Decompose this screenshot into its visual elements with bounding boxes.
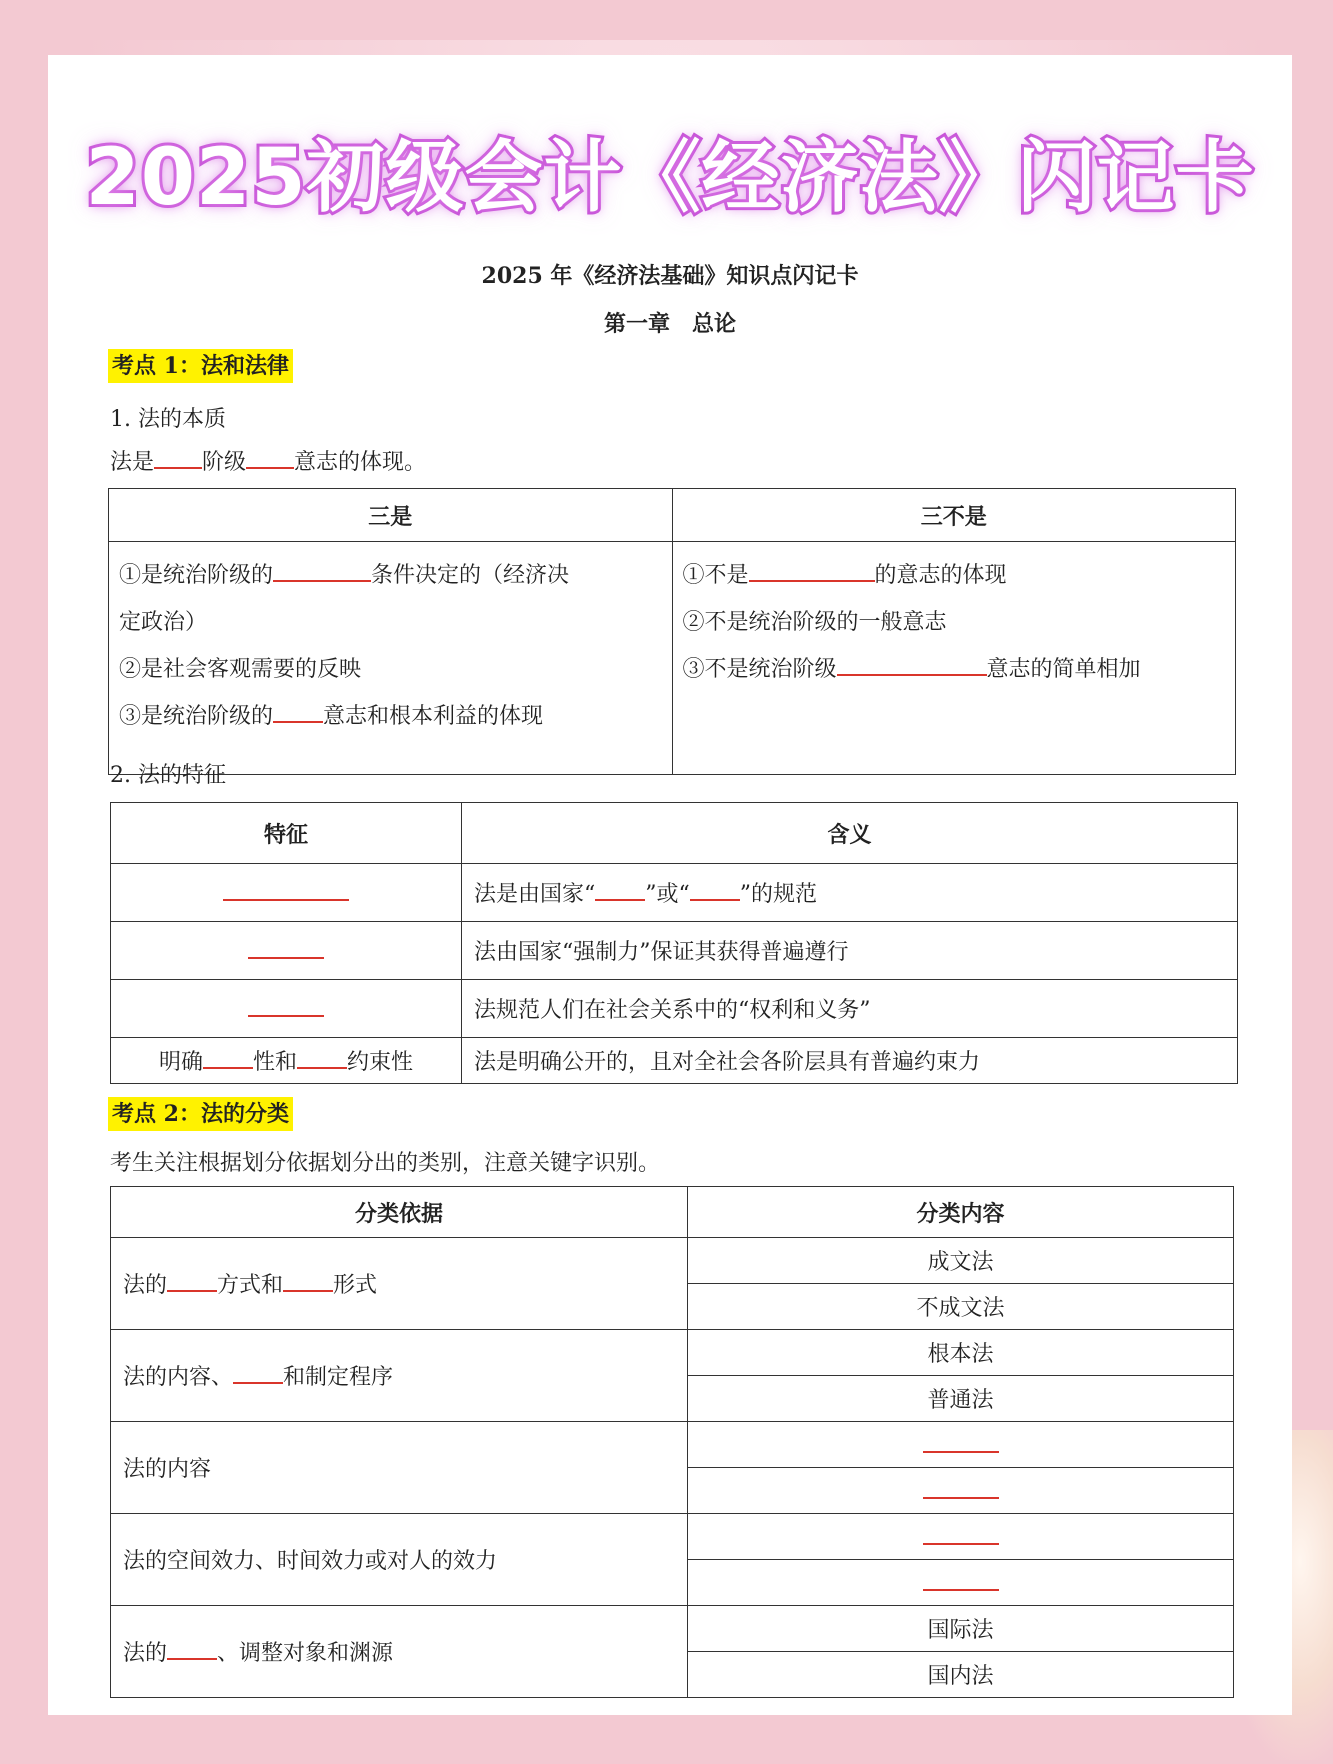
content-cell: 根本法 [688,1330,1234,1376]
fill-blank [273,701,323,723]
header-content: 分类内容 [688,1187,1234,1238]
fill-blank [246,447,294,469]
fill-blank [923,1523,999,1545]
document-title: 2025 年《经济法基础》知识点闪记卡 [481,263,859,289]
fill-blank [283,1270,333,1292]
fill-blank [223,879,349,901]
classification-table [110,1186,1234,1698]
fill-blank [248,995,324,1017]
header-three-is-not: 三不是 [672,489,1236,542]
fill-blank [923,1431,999,1453]
point2-heading: 考点 2：法的分类 [108,1097,293,1131]
fill-blank [167,1270,217,1292]
meaning-cell: 法规范人们在社会关系中的“权利和义务” [462,980,1238,1038]
law-essence-sentence: 法是 阶级 意志的体现。 [110,447,426,478]
features-table [110,802,1238,1084]
fill-blank [595,879,645,901]
meaning-cell: 法是由国家“ ”或“ ”的规范 [462,864,1238,922]
fill-blank [749,560,875,582]
fill-blank [167,1638,217,1660]
essence-table [108,488,1236,775]
content-cell: 普通法 [688,1376,1234,1422]
fill-blank [248,937,324,959]
content-cell [688,1514,1234,1560]
basis-cell: 法的内容、 和制定程序 [111,1330,688,1422]
banner-title: 2025初级会计《经济法》闪记卡 [85,133,1255,223]
content-cell [688,1422,1234,1468]
feature-cell [111,864,462,922]
content-cell: 国际法 [688,1606,1234,1652]
content-cell: 国内法 [688,1652,1234,1698]
fill-blank [203,1047,253,1069]
feature-cell [111,922,462,980]
content-cell: 不成文法 [688,1284,1234,1330]
fill-blank [923,1569,999,1591]
section-2-title: 2. 法的特征 [110,763,226,788]
three-is-not-cell: ①不是 的意志的体现 ②不是统治阶级的一般意志 ③不是统治阶级 意志的简单相加 [672,542,1236,775]
feature-cell [111,980,462,1038]
fill-blank [233,1362,283,1384]
fill-blank [923,1477,999,1499]
three-is-cell: ①是统治阶级的 条件决定的（经济决 定政治） ②是社会客观需要的反映 ③是统治阶级的 意志和根本利益的体现 [109,542,673,775]
header-meaning: 含义 [462,803,1238,864]
fill-blank [837,654,987,676]
basis-cell: 法的 、调整对象和渊源 [111,1606,688,1698]
fill-blank [154,447,202,469]
header-three-is: 三是 [109,489,673,542]
content-cell [688,1468,1234,1514]
section-1-title: 1. 法的本质 [110,407,226,432]
meaning-cell: 法由国家“强制力”保证其获得普遍遵行 [462,922,1238,980]
chapter-title: 第一章 总论 [603,311,736,337]
point2-note: 考生关注根据划分依据划分出的类别，注意关键字识别。 [110,1151,661,1176]
fill-blank [297,1047,347,1069]
content-cell: 成文法 [688,1238,1234,1284]
fill-blank [273,560,371,582]
basis-cell: 法的空间效力、时间效力或对人的效力 [111,1514,688,1606]
meaning-cell: 法是明确公开的，且对全社会各阶层具有普遍约束力 [462,1038,1238,1084]
document-page [48,55,1292,1715]
content-cell [688,1560,1234,1606]
basis-cell: 法的内容 [111,1422,688,1514]
header-basis: 分类依据 [111,1187,688,1238]
point1-heading: 考点 1：法和法律 [108,349,293,383]
feature-cell: 明确 性和 约束性 [111,1038,462,1084]
basis-cell: 法的 方式和 形式 [111,1238,688,1330]
fill-blank [690,879,740,901]
header-feature: 特征 [111,803,462,864]
